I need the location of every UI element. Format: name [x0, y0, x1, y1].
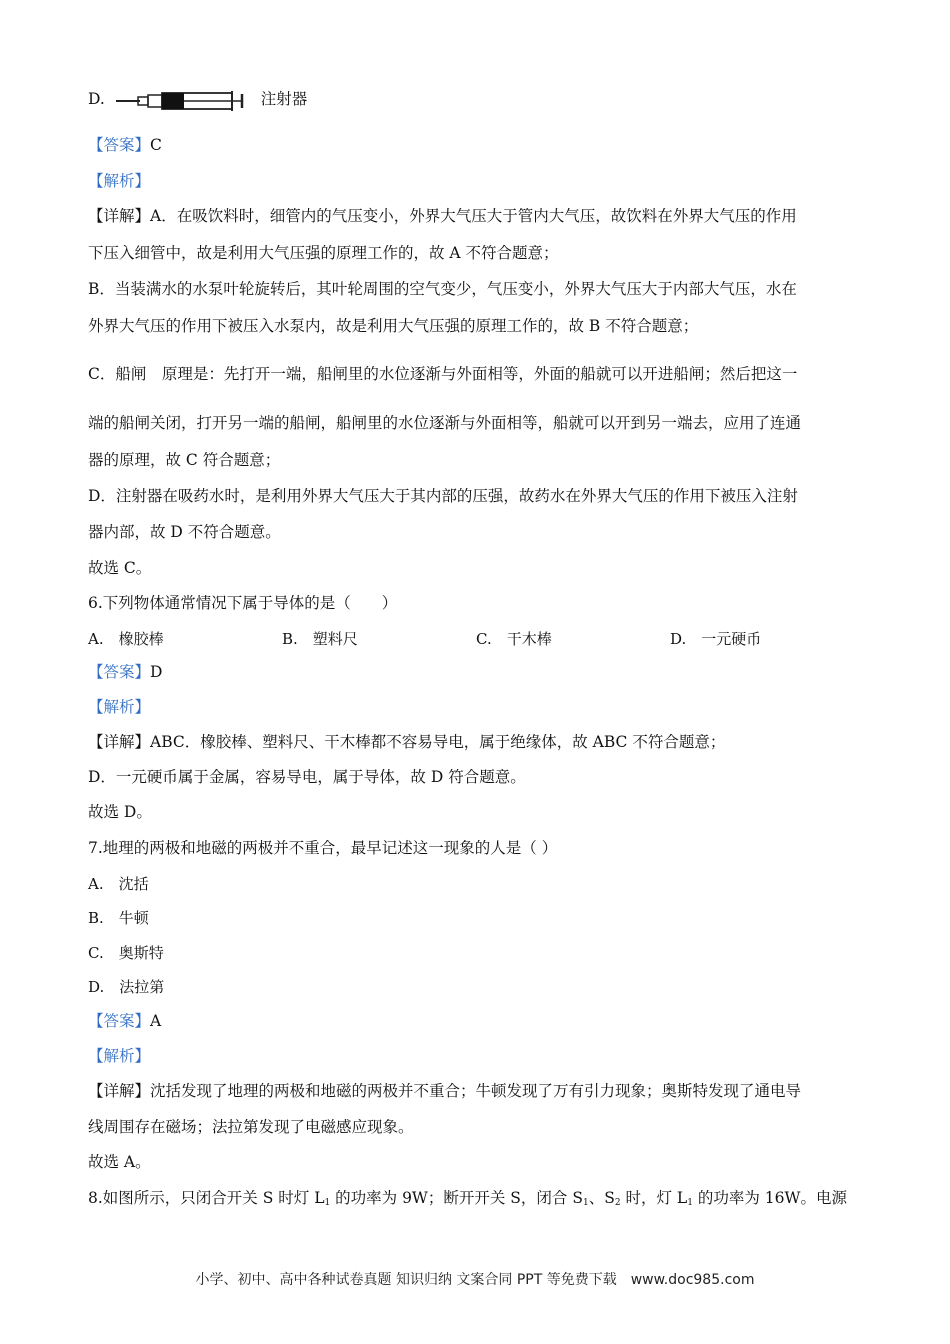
- detail-tag: 【详解】: [88, 207, 151, 225]
- q8-text-part: 时，灯 L: [620, 1189, 688, 1207]
- q8-subscript: 1: [687, 1198, 693, 1208]
- q8-text-part: 8.如图所示，只闭合开关 S 时灯 L: [88, 1189, 325, 1207]
- q5-option-d-letter: D.: [88, 90, 105, 108]
- q7-text: 沈括发现了地理的两极和地磁的两极并不重合；牛顿发现了万有引力现象；奥斯特发现了通电导: [150, 1082, 802, 1100]
- q6-detail-line-2: 故选 D。: [88, 803, 152, 821]
- q5-option-d-label: 注射器: [260, 90, 308, 108]
- page-footer: 小学、初中、高中各种试卷真题 知识归纳 文案合同 PPT 等免费下载 www.doc985.com: [195, 1272, 755, 1288]
- q6-option-b: B. 塑料尺: [282, 630, 358, 648]
- q8-text-part: 的功率为 16W。电源: [692, 1189, 847, 1207]
- q7-detail-line-2: 故选 A。: [88, 1153, 151, 1171]
- q7-option-c: C. 奥斯特: [88, 944, 164, 962]
- q6-question: 6.下列物体通常情况下属于导体的是（ ）: [88, 594, 398, 612]
- q7-detail-line-1: 线周围存在磁场；法拉第发现了电磁感应现象。: [88, 1118, 414, 1136]
- q6-text: ABC．橡胶棒、塑料尺、干木棒都不容易导电，属于绝缘体，故 ABC 不符合题意；: [150, 733, 726, 751]
- q6-option-d: D. 一元硬币: [670, 630, 762, 648]
- q5-detail-line-7: D．注射器在吸药水时，是利用外界大气压大于其内部的压强，故药水在外界大气压的作用下被压入注射: [88, 487, 798, 505]
- q5-detail-line-9: 故选 C。: [88, 559, 152, 577]
- q5-detail-line-1: 下压入细管中，故是利用大气压强的原理工作的，故 A 不符合题意；: [88, 244, 559, 262]
- q5-option-d: [88, 89, 307, 111]
- q7-option-b: B. 牛顿: [88, 909, 149, 927]
- q7-answer: [88, 1011, 161, 1031]
- syringe-figure: [114, 89, 250, 111]
- q6-detail-line-1: D．一元硬币属于金属，容易导电，属于导体，故 D 符合题意。: [88, 768, 526, 786]
- q7-detail-line-0: [88, 1081, 801, 1101]
- q5-answer: [88, 135, 162, 155]
- q6-answer: [88, 662, 162, 682]
- q7-option-a: A. 沈括: [88, 875, 149, 893]
- q8-question: [88, 1188, 847, 1213]
- q6-option-c: C. 干木棒: [476, 630, 552, 648]
- answer-tag: 【答案】: [88, 136, 151, 154]
- q5-detail-line-8: 器内部，故 D 不符合题意。: [88, 523, 281, 541]
- q5-detail-line-3: 外界大气压的作用下被压入水泵内，故是利用大气压强的原理工作的，故 B 不符合题意；: [88, 317, 699, 335]
- detail-tag: 【详解】: [88, 1082, 151, 1100]
- answer-value: D: [150, 663, 163, 681]
- q5-analysis-tag: 【解析】: [88, 172, 151, 190]
- q8-subscript: 1: [324, 1198, 331, 1208]
- q7-option-d: D. 法拉第: [88, 978, 165, 996]
- q6-option-a: A. 橡胶棒: [88, 630, 164, 648]
- q5-detail-line-6: 器的原理，故 C 符合题意；: [88, 451, 281, 469]
- q8-text-part: 、S: [588, 1189, 615, 1207]
- detail-tag: 【详解】: [88, 733, 151, 751]
- q6-analysis-tag: 【解析】: [88, 698, 151, 716]
- q5-detail-line-0: [88, 206, 797, 226]
- answer-value: A: [150, 1012, 162, 1030]
- answer-tag: 【答案】: [88, 1012, 151, 1030]
- q7-question: 7.地理的两极和地磁的两极并不重合，最早记述这一现象的人是（ ）: [88, 839, 558, 857]
- q5-detail-line-4: C．船闸 原理是：先打开一端，船闸里的水位逐渐与外面相等，外面的船就可以开进船闸；然后把这一: [88, 365, 798, 383]
- q5-detail-line-2: B．当装满水的水泵叶轮旋转后，其叶轮周围的空气变少，气压变小，外界大气压大于内部大气压，水在: [88, 280, 797, 298]
- q8-subscript: 2: [614, 1198, 621, 1208]
- q5-text: A．在吸饮料时，细管内的气压变小，外界大气压大于管内大气压，故饮料在外界大气压的作用: [150, 207, 797, 225]
- q5-detail-line-5: 端的船闸关闭，打开另一端的船闸，船闸里的水位逐渐与外面相等，船就可以开到另一端去，应用了连通: [88, 414, 802, 432]
- answer-tag: 【答案】: [88, 663, 151, 681]
- q6-detail-line-0: [88, 732, 725, 752]
- answer-value: C: [150, 136, 162, 154]
- q8-text-part: 的功率为 9W；断开开关 S，闭合 S: [330, 1189, 583, 1207]
- q8-subscript: 1: [582, 1198, 589, 1208]
- q7-analysis-tag: 【解析】: [88, 1047, 151, 1065]
